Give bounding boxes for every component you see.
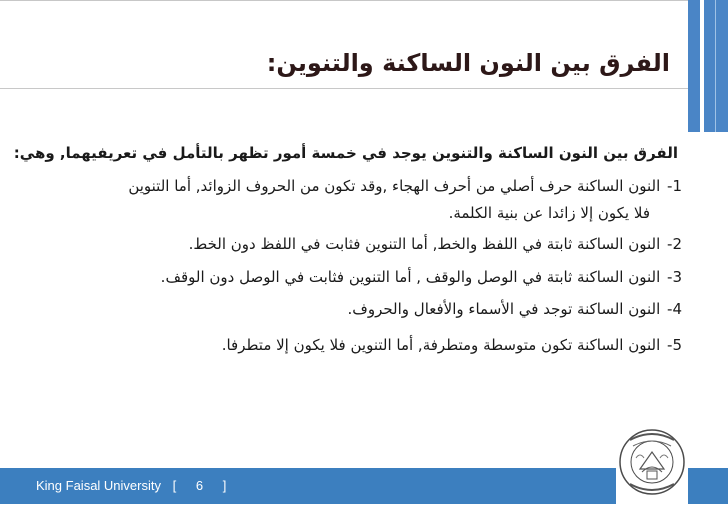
university-name: King Faisal University [36,478,161,493]
point-1-continuation: فلا يكون إلا زائدا عن بنية الكلمة. [448,204,650,222]
university-emblem-icon [616,422,688,504]
point-4 [348,296,682,322]
point-text: النون الساكنة تكون متوسطة ومتطرفة, أما التنوين فلا يكون إلا متطرفا. [221,336,661,354]
point-number: 3- [667,268,682,286]
title-divider [0,88,688,89]
point-number: 5- [667,336,682,354]
point-number: 4- [667,300,682,318]
page-number: 6 [195,478,204,493]
point-text: النون الساكنة حرف أصلي من أحرف الهجاء ,وقد تكون من الحروف الزوائد, أما التنوين [128,177,661,195]
point-text: النون الساكنة ثابتة في اللفظ والخط, أما التنوين فثابت في اللفظ دون الخط. [188,235,661,253]
point-2 [189,231,682,257]
point-3 [161,264,682,290]
point-5 [222,332,682,358]
close-bracket: ] [222,478,227,493]
top-rule [0,0,688,1]
point-number: 2- [667,235,682,253]
side-accent-strip [688,0,728,132]
side-accent-gap [700,0,704,132]
point-text: النون الساكنة ثابتة في الوصل والوقف , أما التنوين فثابت في الوصل دون الوقف. [160,268,661,286]
open-bracket: [ [172,478,177,493]
point-number: 1- [667,177,682,195]
point-1 [128,173,682,199]
slide-title: الفرق بين النون الساكنة والتنوين: [266,49,670,77]
intro-text: الفرق بين النون الساكنة والتنوين يوجد في خمسة أمور تظهر بالتأمل في تعريفيهما, وهي: [13,144,678,162]
point-text: النون الساكنة توجد في الأسماء والأفعال والحروف. [347,300,661,318]
footer-label [36,478,234,493]
side-accent-line [715,0,716,132]
